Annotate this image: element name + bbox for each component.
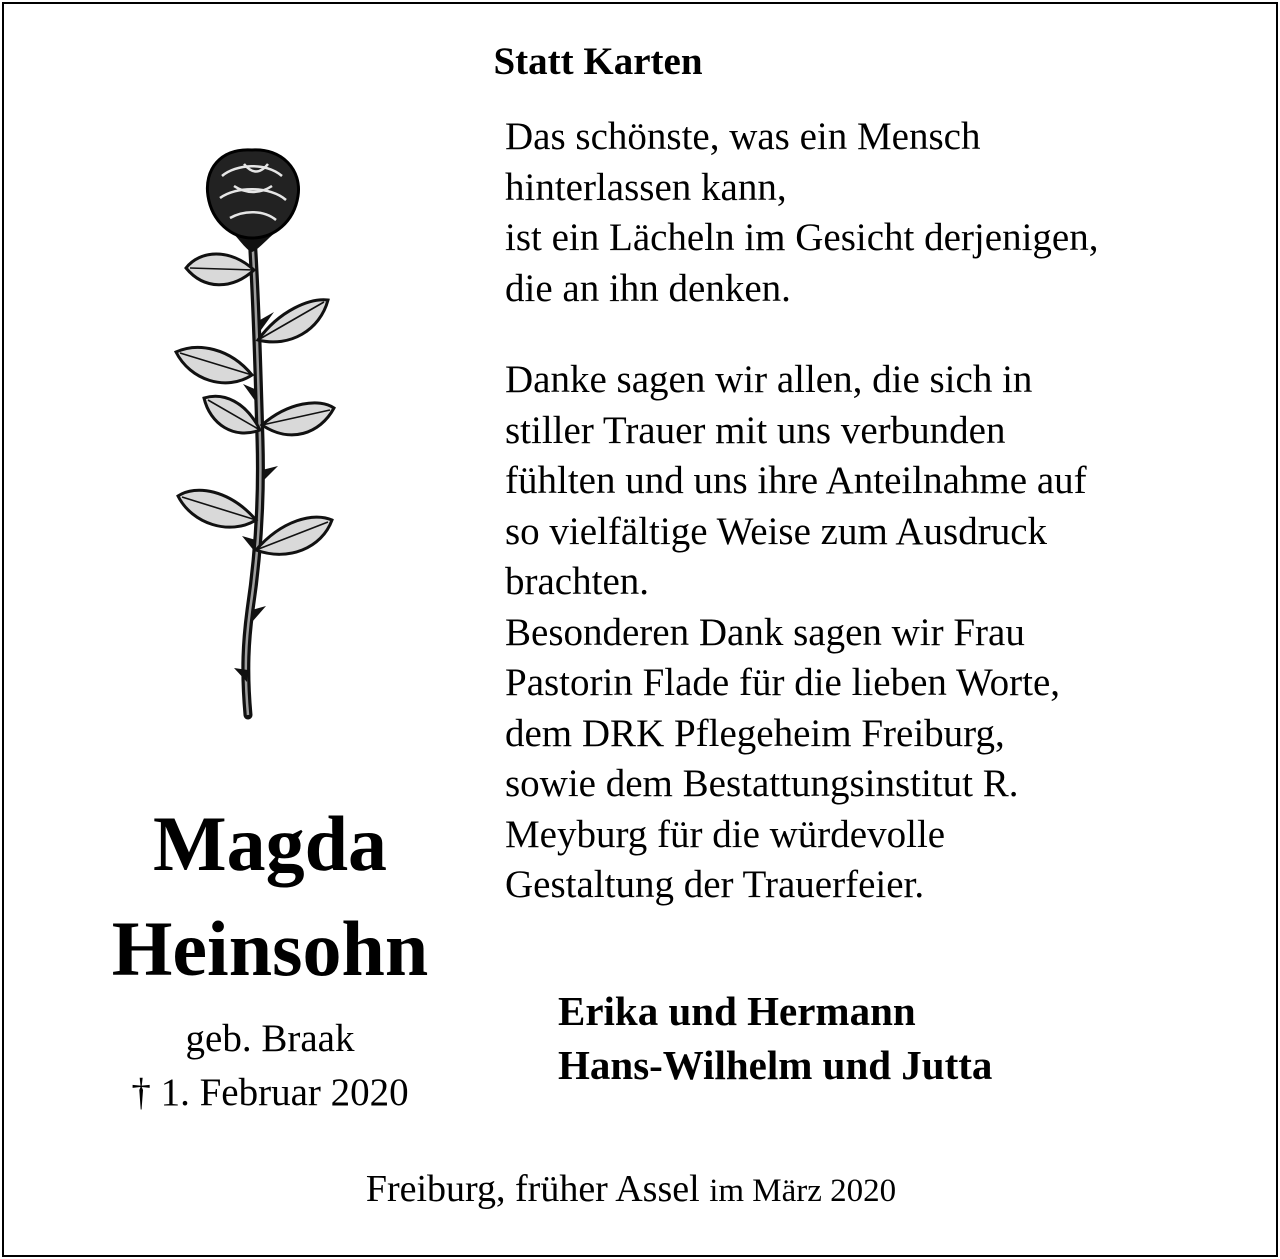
thanks-line: Besonderen Dank sagen wir Frau <box>505 610 1025 654</box>
thanks-line: fühlten und uns ihre Anteilnahme auf <box>505 459 1087 502</box>
notice-heading: Statt Karten <box>493 40 703 83</box>
thanks-line: dem DRK Pflegeheim Freiburg, <box>505 711 1005 755</box>
thanks-line: Gestaltung der Trauerfeier. <box>505 863 925 906</box>
thanks-line: stiller Trauer mit uns verbunden <box>505 408 1006 452</box>
signers-block <box>558 984 992 1092</box>
deceased-born-name: geb. Braak <box>185 1017 355 1060</box>
thanks-line: Pastorin Flade für die lieben Worte, <box>505 661 1061 704</box>
signer-line: Erika und Hermann <box>558 988 916 1034</box>
thanks-line: so vielfältige Weise zum Ausdruck <box>505 509 1048 553</box>
rose-icon <box>160 140 340 720</box>
notice-body <box>505 112 1225 911</box>
footer-line <box>0 1164 1262 1216</box>
thanks-line: sowie dem Bestattungsinstitut R. <box>505 762 1019 805</box>
deceased-last-name: Heinsohn <box>111 905 429 992</box>
deceased-first-name: Magda <box>153 800 387 887</box>
thanks-line: Danke sagen wir allen, die sich in <box>505 358 1033 401</box>
paragraph-gap <box>505 314 1225 355</box>
poem-line: die an ihn denken. <box>505 266 791 310</box>
signer-line: Hans-Wilhelm und Jutta <box>558 1042 993 1088</box>
thanks-line: brachten. <box>505 560 650 603</box>
poem-line: Das schönste, was ein Mensch <box>505 115 981 158</box>
footer-date: im März 2020 <box>709 1173 897 1209</box>
footer-place: Freiburg, früher Assel <box>365 1168 700 1210</box>
poem-line: ist ein Lächeln im Gesicht derjenigen, <box>505 216 1099 259</box>
deceased-death-date: † 1. Februar 2020 <box>131 1071 409 1114</box>
thanks-line: Meyburg für die würdevolle <box>505 812 946 856</box>
poem-line: hinterlassen kann, <box>505 165 787 209</box>
